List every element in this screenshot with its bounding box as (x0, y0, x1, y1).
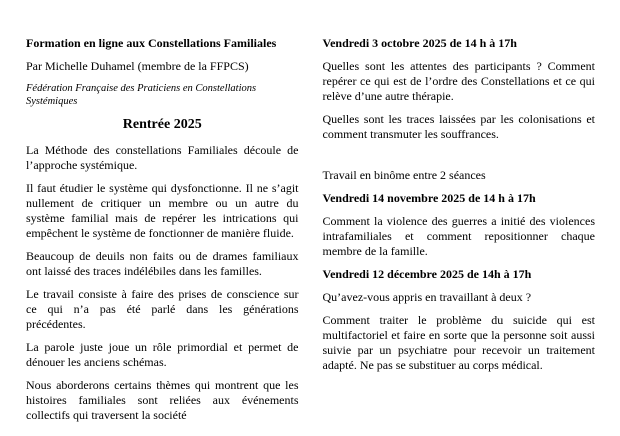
session1-paragraph-2: Quelles sont les traces laissées par les colonisations et comment transmuter les souffrances. (322, 112, 595, 141)
session3-date-heading: Vendredi 12 décembre 2025 de 14h à 17h (322, 267, 532, 281)
session1-date-heading: Vendredi 3 octobre 2025 de 14 h à 17h (322, 36, 517, 50)
right-column (323, 36, 596, 426)
section-heading-rentree: Rentrée 2025 (122, 117, 202, 132)
intro-paragraph: La Méthode des constellations Familiales découle de l’approche systémique. (26, 143, 299, 172)
session2-date-heading: Vendredi 14 novembre 2025 de 14 h à 17h (322, 191, 536, 205)
session2-paragraph-1: Comment la violence des guerres a initié des violences intrafamiliales et comment repositionner chaque membre de la famille. (322, 214, 595, 258)
author-line: Par Michelle Duhamel (membre de la FFPCS) (26, 59, 249, 73)
session3-paragraph-2: Comment traiter le problème du suicide qui est multifactoriel et faire en sorte que la personne soit aussi suivie par un psychiatre pour recevoir un traitement adapté. Ne pas se substituer au corps médical. (322, 313, 595, 372)
system-paragraph: Il faut étudier le système qui dysfonctionne. Il ne s’agit nullement de critiquer un membre ou un autre du système familial mais de repérer les intrications qui empêchent le système de fonctionner de manière fluide. (26, 181, 299, 240)
travail-paragraph: Le travail consiste à faire des prises de conscience sur ce qui n’a pas été parlé dans les générations précédentes. (26, 287, 299, 331)
document-title: Formation en ligne aux Constellations Familiales (26, 36, 277, 50)
session3-paragraph-1: Qu’avez-vous appris en travaillant à deux ? (322, 290, 532, 304)
themes-paragraph: Nous aborderons certains thèmes qui montrent que les histoires familiales sont reliées aux événements collectifs qui traversent la société (26, 378, 299, 422)
left-column (26, 36, 299, 426)
session1-paragraph-1: Quelles sont les attentes des participants ? Comment repérer ce qui est de l’ordre des Constellations et ce qui relève d’une autre thérapie. (322, 59, 595, 103)
parole-paragraph: La parole juste joue un rôle primordial et permet de dénouer les anciens schémas. (26, 340, 299, 369)
federation-subtitle: Fédération Française des Praticiens en Constellations Systémiques (26, 83, 257, 107)
binome-note: Travail en binôme entre 2 séances (322, 168, 486, 182)
deuils-paragraph: Beaucoup de deuils non faits ou de drames familiaux ont laissé des traces indélébiles dans les familles. (26, 249, 299, 278)
